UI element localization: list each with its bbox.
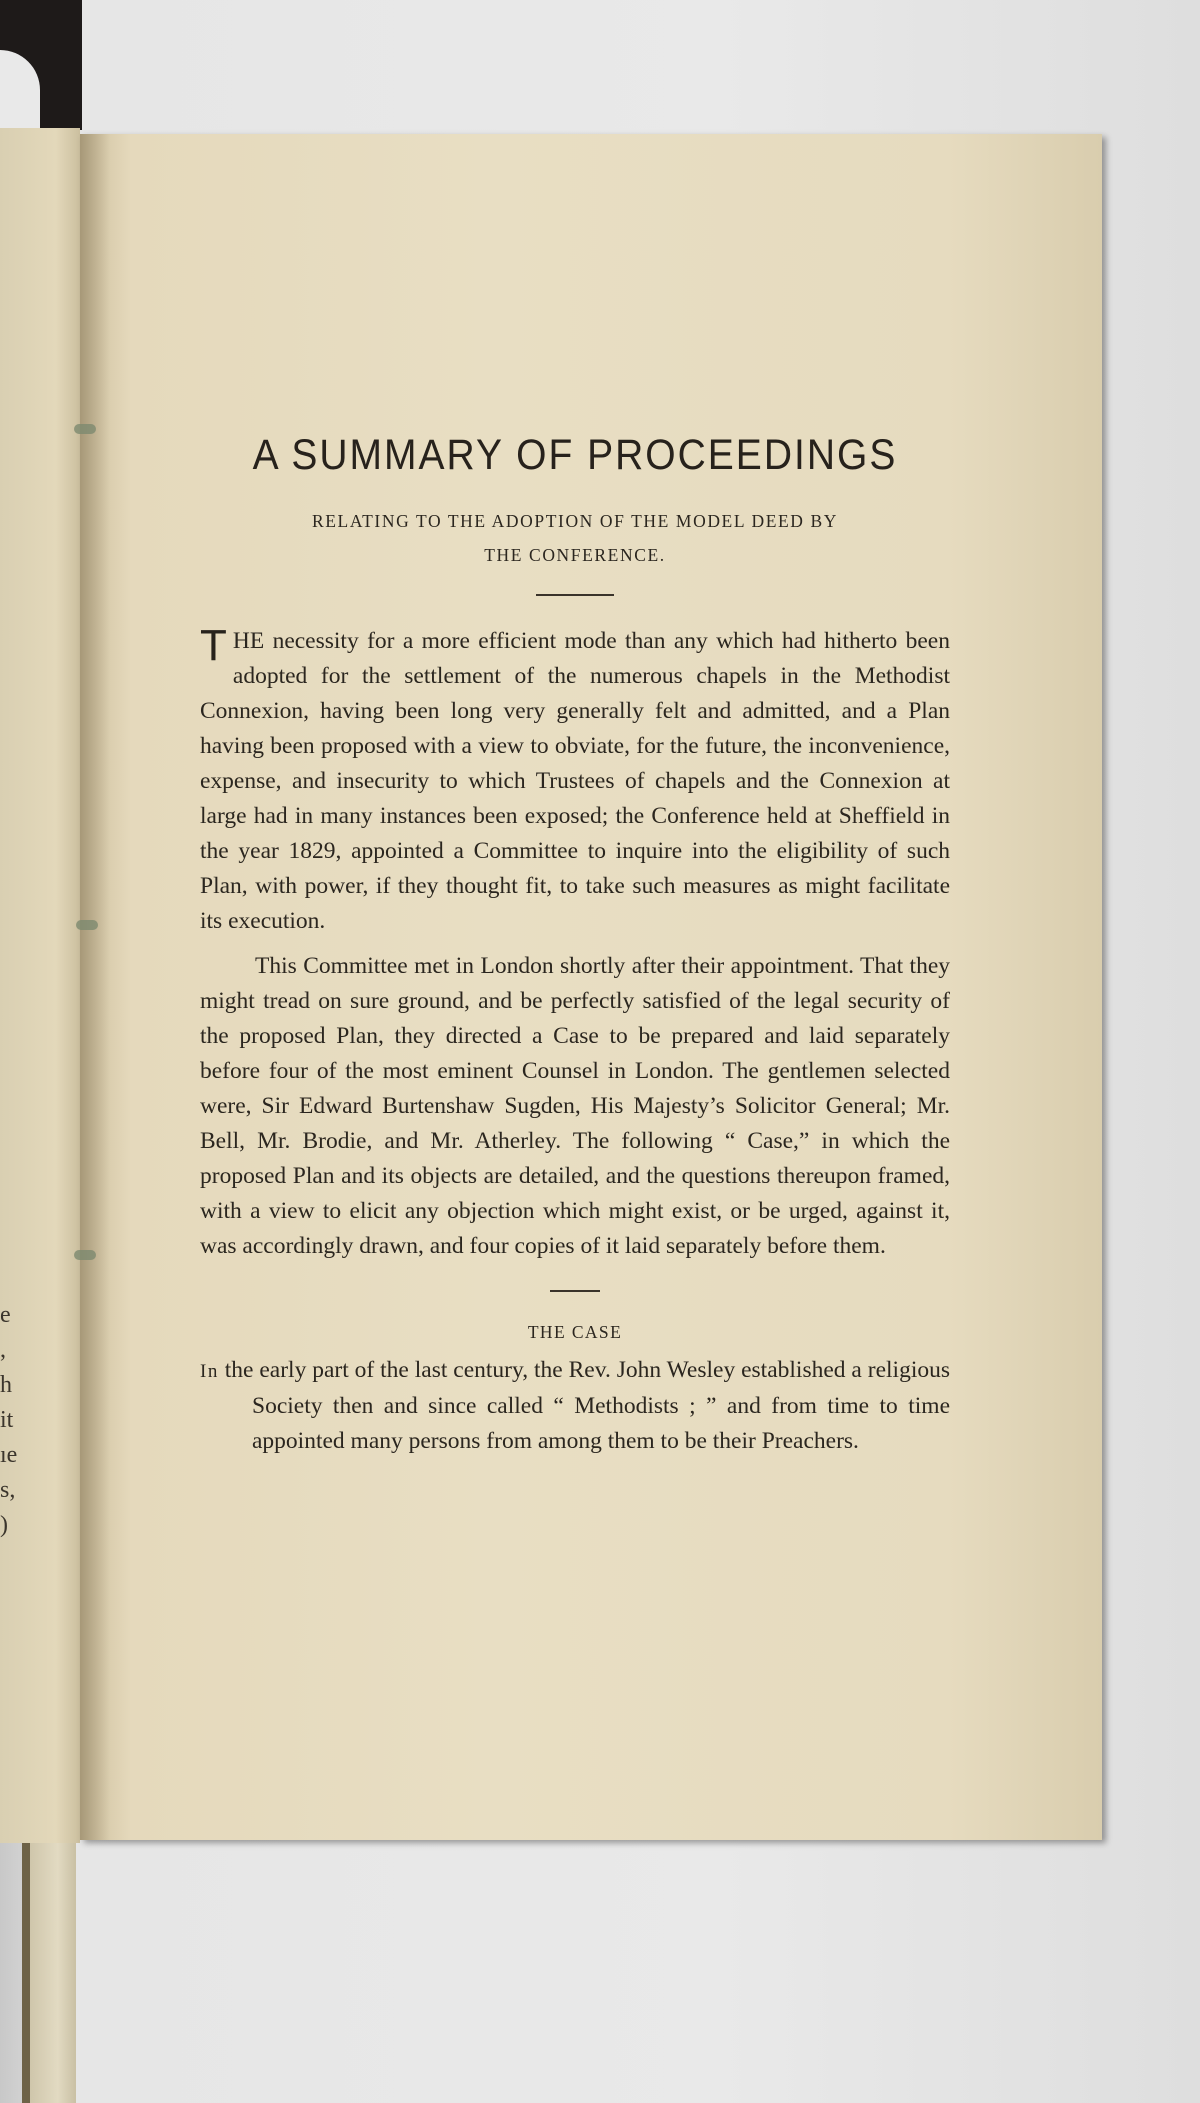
left-fragment: h bbox=[0, 1372, 12, 1398]
left-fragment: it bbox=[0, 1407, 14, 1433]
page-stub-shadow bbox=[22, 1843, 30, 2103]
left-fragment: ıe bbox=[0, 1442, 18, 1468]
divider-rule bbox=[536, 594, 614, 596]
binding-thread bbox=[74, 424, 96, 434]
left-fragment: ) bbox=[0, 1512, 8, 1538]
text-block bbox=[200, 431, 950, 1459]
left-fragment: e bbox=[0, 1302, 11, 1328]
left-fragment: s, bbox=[0, 1477, 16, 1503]
page-title: A SUMMARY OF PROCEEDINGS bbox=[252, 431, 898, 480]
divider-rule bbox=[550, 1290, 600, 1292]
case-paragraph bbox=[200, 1353, 950, 1459]
paragraph-1 bbox=[200, 621, 950, 939]
binding-thread bbox=[74, 1250, 96, 1260]
subtitle-line: RELATING TO THE ADOPTION OF THE MODEL DEED BY bbox=[311, 511, 839, 531]
case-lead-word: In bbox=[200, 1361, 219, 1382]
page-subtitle bbox=[200, 504, 950, 572]
left-facing-page bbox=[0, 128, 80, 1843]
left-page-text-fragments bbox=[0, 1298, 20, 1543]
drop-cap: T bbox=[200, 621, 227, 670]
paragraph-1-text: HE necessity for a more efficient mode than any which had hitherto been adopted for the settlement of the numerous chapels in the Methodist Connexion, having been long very generally felt and admitted, and a Plan having been proposed with a view to obviate, for the future, the inconvenience, expense, and insecurity to which Trustees of chapels and the Connexion at large had in many instances been exposed; the Conference held at Sheffield in the year 1829, appointed a Committee to inquire into the eligibility of such Plan, with power, if they thought fit, to take such measures as might facilitate its execution. bbox=[200, 628, 950, 934]
binding-thread bbox=[76, 920, 98, 930]
subtitle-line: THE CONFERENCE. bbox=[484, 545, 666, 565]
paragraph-2: This Committee met in London shortly after their appointment. That they might tread on sure ground, and be perfectly satisfied of the legal security of the proposed Plan, they directed a Case to be prepared and laid separately before four of the most eminent Counsel in London. The gentlemen selected were, Sir Edward Burtenshaw Sugden, His Majesty’s Solicitor General; Mr. Bell, Mr. Brodie, and Mr. Atherley. The following “ Case,” in which the proposed Plan and its objects are detailed, and the questions thereupon framed, with a view to elicit any objection which might exist, or be urged, against it, was accordingly drawn, and four copies of it laid separately before them. bbox=[200, 953, 950, 1259]
page-stub bbox=[30, 1843, 76, 2103]
document-page bbox=[80, 134, 1102, 1840]
binding-gutter bbox=[80, 134, 110, 1840]
case-paragraph-text: the early part of the last century, the Rev. John Wesley established a religious Society then and since called “ Methodists ; ” and from time to time appointed many persons from among them to be their Preachers. bbox=[218, 1357, 950, 1454]
left-fragment: , bbox=[0, 1337, 6, 1363]
case-heading: THE CASE bbox=[527, 1322, 623, 1342]
